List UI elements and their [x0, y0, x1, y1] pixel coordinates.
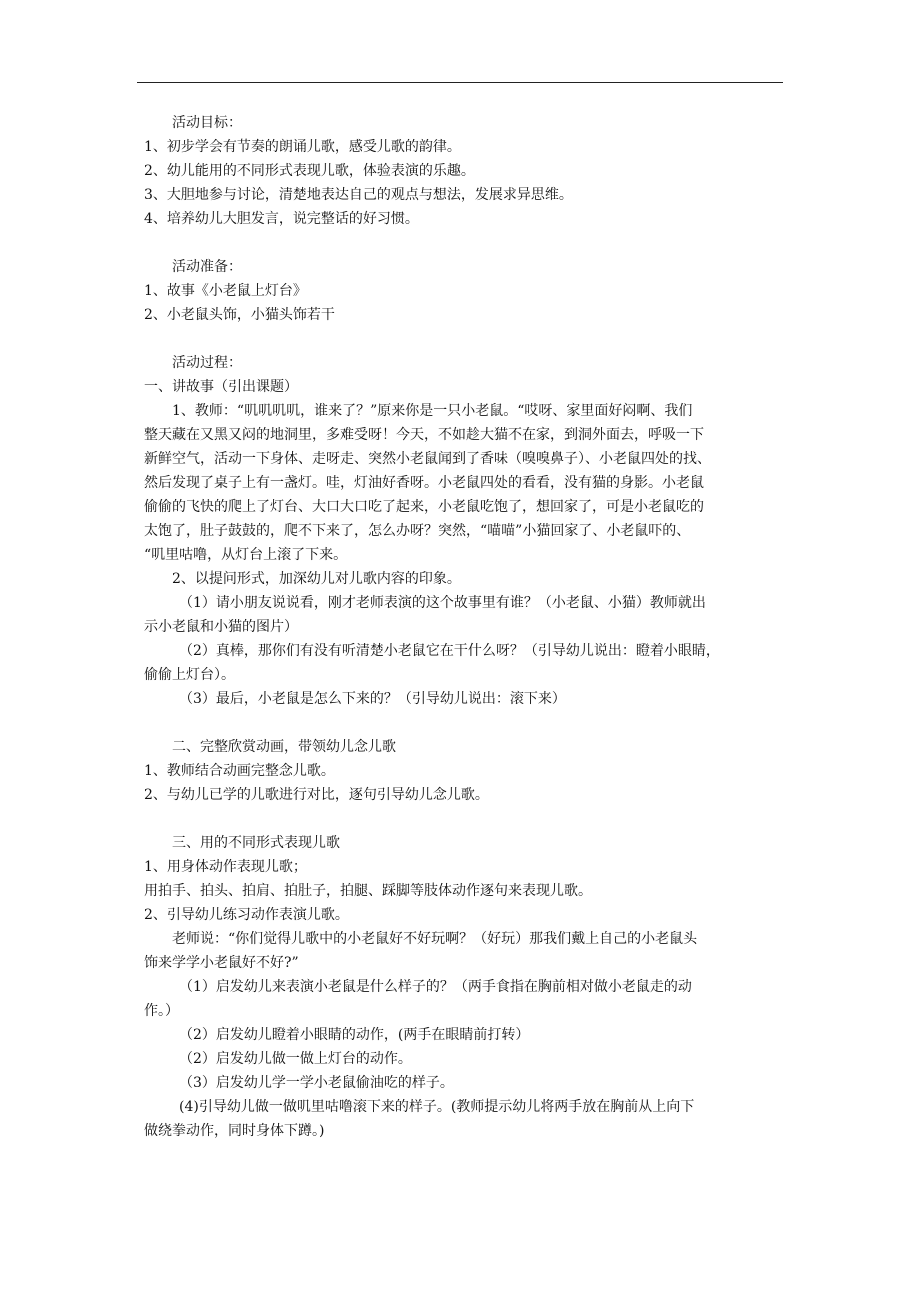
goals-heading: 活动目标：: [172, 115, 242, 131]
story-line-6: 太饱了，肚子鼓鼓的，爬不下来了，怎么办呀？突然，“喵喵”小猫回家了、小老鼠吓的、: [144, 523, 691, 539]
header-rule: [137, 82, 783, 83]
question-3: （3）最后，小老鼠是怎么下来的？（引导幼儿说出：滚下来）: [179, 691, 566, 707]
part3-item-2: 2、引导幼儿练习动作表演儿歌。: [144, 907, 349, 923]
step-s1-line-1: （1）启发幼儿来表演小老鼠是什么样子的？（两手食指在胸前相对做小老鼠走的动: [179, 979, 692, 995]
part2-title: 二、完整欣赏动画，带领幼儿念儿歌: [172, 739, 396, 755]
question-1-line-1: （1）请小朋友说说看，刚才老师表演的这个故事里有谁？（小老鼠、小猫）教师就出: [179, 595, 706, 611]
teacher-line-2: 饰来学学小老鼠好不好?”: [144, 955, 299, 971]
teacher-line-1: 老师说：“你们觉得儿歌中的小老鼠好不好玩啊？（好玩）那我们戴上自己的小老鼠头: [172, 931, 698, 947]
goal-item-4: 4、培养幼儿大胆发言，说完整话的好习惯。: [144, 211, 419, 227]
part2-item-1: 1、教师结合动画完整念儿歌。: [144, 763, 335, 779]
step-s2: （2）启发幼儿瞪着小眼睛的动作，(两手在眼睛前打转）: [179, 1027, 530, 1043]
part3-title: 三、用的不同形式表现儿歌: [172, 835, 340, 851]
prep-item-2: 2、小老鼠头饰，小猫头饰若干: [144, 307, 335, 323]
step-s5-line-2: 做绕拳动作，同时身体下蹲。): [144, 1123, 325, 1139]
story-line-3: 新鲜空气，活动一下身体、走呀走、突然小老鼠闻到了香味（嗅嗅鼻子）、小老鼠四处的找、: [144, 451, 711, 467]
story-line-2: 整天藏在又黑又闷的地洞里，多难受呀！今天，不如趁大猫不在家，到洞外面去，呼吸一下: [144, 427, 704, 443]
process-heading: 活动过程：: [172, 355, 242, 371]
step-s4: （3）启发幼儿学一学小老鼠偷油吃的样子。: [179, 1075, 454, 1091]
part3-item-1-detail: 用拍手、拍头、拍肩、拍肚子，拍腿、踩脚等肢体动作逐句来表现儿歌。: [144, 883, 592, 899]
story-line-5: 偷偷的飞快的爬上了灯台、大口大口吃了起来，小老鼠吃饱了，想回家了，可是小老鼠吃的: [144, 499, 704, 515]
step2-line: 2、以提问形式，加深幼儿对儿歌内容的印象。: [172, 571, 461, 587]
part3-item-1: 1、用身体动作表现儿歌；: [144, 859, 307, 875]
story-line-1: 1、教师：“叽叽叽叽，谁来了？”原来你是一只小老鼠。“哎呀、家里面好闷啊、我们: [172, 403, 693, 419]
step-s1-line-2: 作。）: [144, 1003, 179, 1019]
prep-heading: 活动准备：: [172, 259, 242, 275]
part2-item-2: 2、与幼儿已学的儿歌进行对比，逐句引导幼儿念儿歌。: [144, 787, 489, 803]
step-s5-line-1: (4)引导幼儿做一做叽里咕噜滚下来的样子。(教师提示幼儿将两手放在胸前从上向下: [179, 1099, 695, 1115]
step-s3: （2）启发幼儿做一做上灯台的动作。: [179, 1051, 412, 1067]
goal-item-3: 3、大胆地参与讨论，清楚地表达自己的观点与想法，发展求异思维。: [144, 187, 573, 203]
prep-item-1: 1、故事《小老鼠上灯台》: [144, 283, 307, 299]
question-2-line-1: （2）真棒，那你们有没有听清楚小老鼠它在干什么呀？（引导幼儿说出：瞪着小眼睛，: [179, 643, 720, 659]
part1-title: 一、讲故事（引出课题）: [144, 379, 298, 395]
story-line-4: 然后发现了桌子上有一盏灯。哇，灯油好香呀。小老鼠四处的看看，没有猫的身影。小老鼠: [144, 475, 704, 491]
goal-item-2: 2、幼儿能用的不同形式表现儿歌，体验表演的乐趣。: [144, 163, 475, 179]
goal-item-1: 1、初步学会有节奏的朗诵儿歌，感受儿歌的韵律。: [144, 139, 461, 155]
document-body: [144, 111, 786, 1143]
question-2-line-2: 偷偷上灯台）。: [144, 667, 235, 683]
question-1-line-2: 示小老鼠和小猫的图片）: [144, 619, 298, 635]
story-line-7: “叽里咕噜，从灯台上滚了下来。: [144, 547, 348, 563]
